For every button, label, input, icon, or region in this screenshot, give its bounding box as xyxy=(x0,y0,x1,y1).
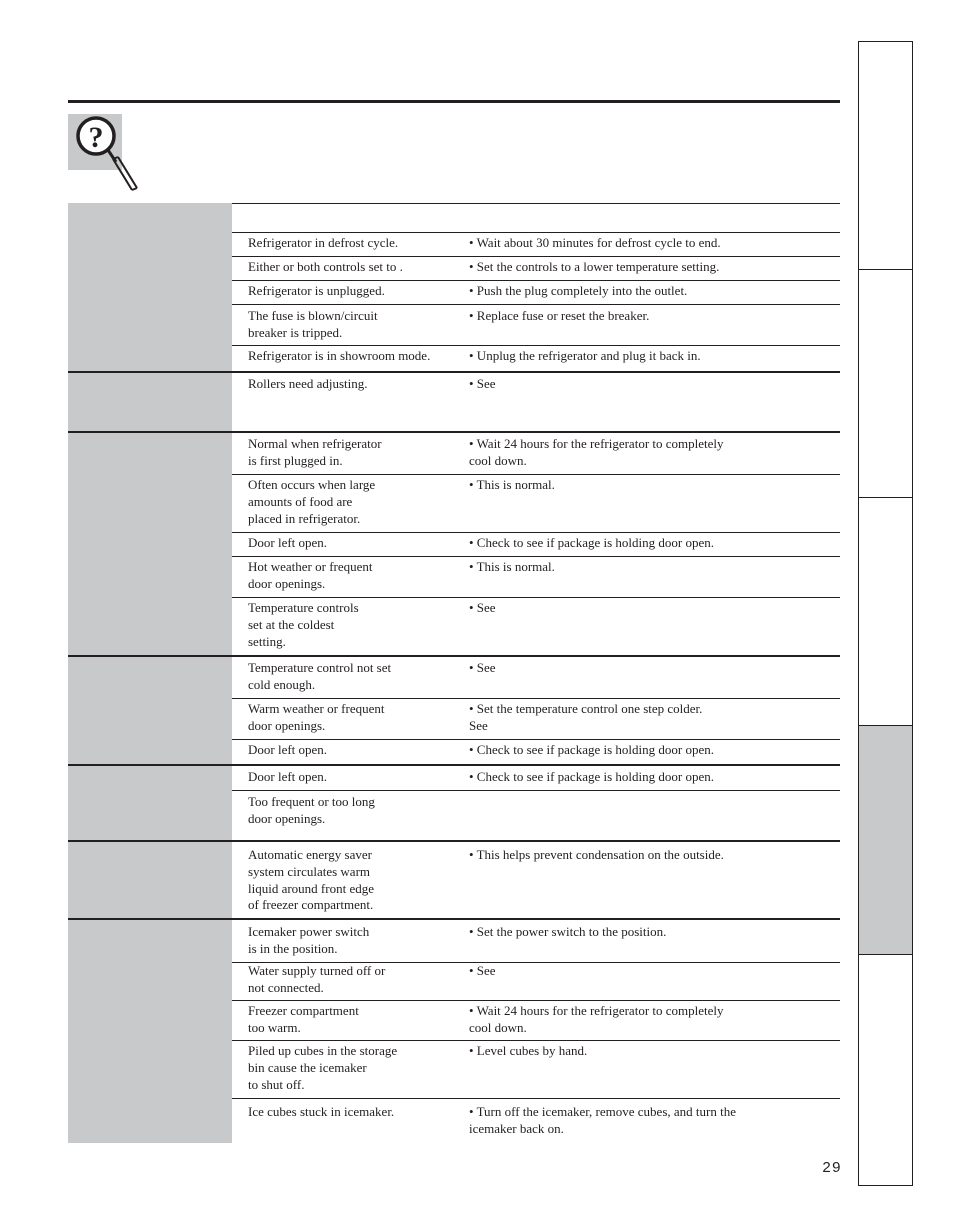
cause-text: Ice cubes stuck in icemaker. xyxy=(248,1104,395,1119)
section-divider xyxy=(68,371,840,373)
row-divider xyxy=(232,739,840,740)
fix-text: • Unplug the refrigerator and plug it back in. xyxy=(469,348,701,363)
fix-text: • See xyxy=(469,376,496,391)
section-divider xyxy=(68,918,840,920)
fix-text: • Wait 24 hours for the refrigerator to completely cool down. xyxy=(469,436,724,468)
problem-cell-4 xyxy=(68,657,232,764)
fix-text: • Replace fuse or reset the breaker. xyxy=(469,308,650,323)
header-top-line xyxy=(232,203,840,204)
fix-text: • See xyxy=(469,963,496,978)
header-bottom-line xyxy=(232,232,840,233)
fix-text: • Wait about 30 minutes for defrost cycle to end. xyxy=(469,235,721,250)
cause-text: Temperature controls set at the coldest setting. xyxy=(248,600,359,649)
section-tab-3[interactable] xyxy=(859,498,912,726)
row-divider xyxy=(232,1040,840,1041)
section-divider xyxy=(68,764,840,766)
cause-text: Icemaker power switch is in the position. xyxy=(248,924,370,956)
fix-text: • Wait 24 hours for the refrigerator to completely cool down. xyxy=(469,1003,724,1035)
cause-text: The fuse is blown/circuit breaker is tripped. xyxy=(248,308,378,340)
cause-text: Hot weather or frequent door openings. xyxy=(248,559,373,591)
section-tab-2[interactable] xyxy=(859,270,912,498)
fix-text: • This is normal. xyxy=(469,559,555,574)
top-rule xyxy=(68,100,840,103)
cause-text: Warm weather or frequent door openings. xyxy=(248,701,385,733)
cause-text: Water supply turned off or not connected. xyxy=(248,963,386,995)
fix-text: • See xyxy=(469,600,496,615)
row-divider xyxy=(232,556,840,557)
cause-text: Freezer compartment too warm. xyxy=(248,1003,359,1035)
cause-text: Piled up cubes in the storage bin cause the icemaker to shut off. xyxy=(248,1043,398,1092)
row-divider xyxy=(232,474,840,475)
problem-cell-5 xyxy=(68,766,232,840)
cause-text: Temperature control not set cold enough. xyxy=(248,660,392,692)
row-divider xyxy=(232,304,840,305)
problem-cell-2 xyxy=(68,373,232,431)
fix-text: • This helps prevent condensation on the outside. xyxy=(469,847,724,862)
cause-text: Refrigerator in defrost cycle. xyxy=(248,235,399,250)
table-header-bar xyxy=(68,203,840,233)
problem-cell-6 xyxy=(68,842,232,918)
row-divider xyxy=(232,698,840,699)
problem-header-cell xyxy=(68,203,232,233)
problem-cell-1 xyxy=(68,233,232,371)
problem-cell-7 xyxy=(68,920,232,1143)
row-divider xyxy=(232,256,840,257)
cause-text: Door left open. xyxy=(248,742,328,757)
row-divider xyxy=(232,1000,840,1001)
row-divider xyxy=(232,1098,840,1099)
row-divider xyxy=(232,790,840,791)
row-divider xyxy=(232,345,840,346)
cause-text: Automatic energy saver system circulates warm liquid around front edge of freezer compartment. xyxy=(248,847,374,913)
section-tab-1[interactable] xyxy=(859,42,912,270)
cause-text: Refrigerator is unplugged. xyxy=(248,283,385,298)
section-tab-4-active[interactable] xyxy=(859,726,912,955)
fix-text: • Check to see if package is holding door open. xyxy=(469,769,714,784)
section-divider xyxy=(68,655,840,657)
section-tabs xyxy=(858,41,913,1186)
section-divider xyxy=(68,431,840,433)
cause-text: Too frequent or too long door openings. xyxy=(248,794,375,826)
row-divider xyxy=(232,280,840,281)
row-divider xyxy=(232,532,840,533)
fix-text: • Push the plug completely into the outlet. xyxy=(469,283,688,298)
fix-text: • This is normal. xyxy=(469,477,555,492)
question-magnifier-icon xyxy=(68,114,140,196)
cause-text: Normal when refrigerator is first plugged in. xyxy=(248,436,382,468)
fix-text: • Set the power switch to the position. xyxy=(469,924,667,939)
cause-text: Refrigerator is in showroom mode. xyxy=(248,348,431,363)
section-divider xyxy=(68,840,840,842)
row-divider xyxy=(232,597,840,598)
cause-text: Door left open. xyxy=(248,769,328,784)
svg-text:?: ? xyxy=(88,121,104,154)
page-number: 29 xyxy=(822,1159,842,1176)
section-tab-5[interactable] xyxy=(859,955,912,1185)
cause-text: Often occurs when large amounts of food are placed in refrigerator. xyxy=(248,477,376,526)
problem-cell-3 xyxy=(68,433,232,655)
cause-text: Either or both controls set to . xyxy=(248,259,403,274)
fix-text: • Set the controls to a lower temperature setting. xyxy=(469,259,720,274)
fix-text: • Level cubes by hand. xyxy=(469,1043,588,1058)
cause-text: Rollers need adjusting. xyxy=(248,376,368,391)
fix-text: • Set the temperature control one step colder. See xyxy=(469,701,703,733)
fix-text: • Check to see if package is holding door open. xyxy=(469,742,714,757)
cause-text: Door left open. xyxy=(248,535,328,550)
fix-text: • See xyxy=(469,660,496,675)
fix-text: • Check to see if package is holding door open. xyxy=(469,535,714,550)
fix-text: • Turn off the icemaker, remove cubes, and turn the icemaker back on. xyxy=(469,1104,736,1136)
